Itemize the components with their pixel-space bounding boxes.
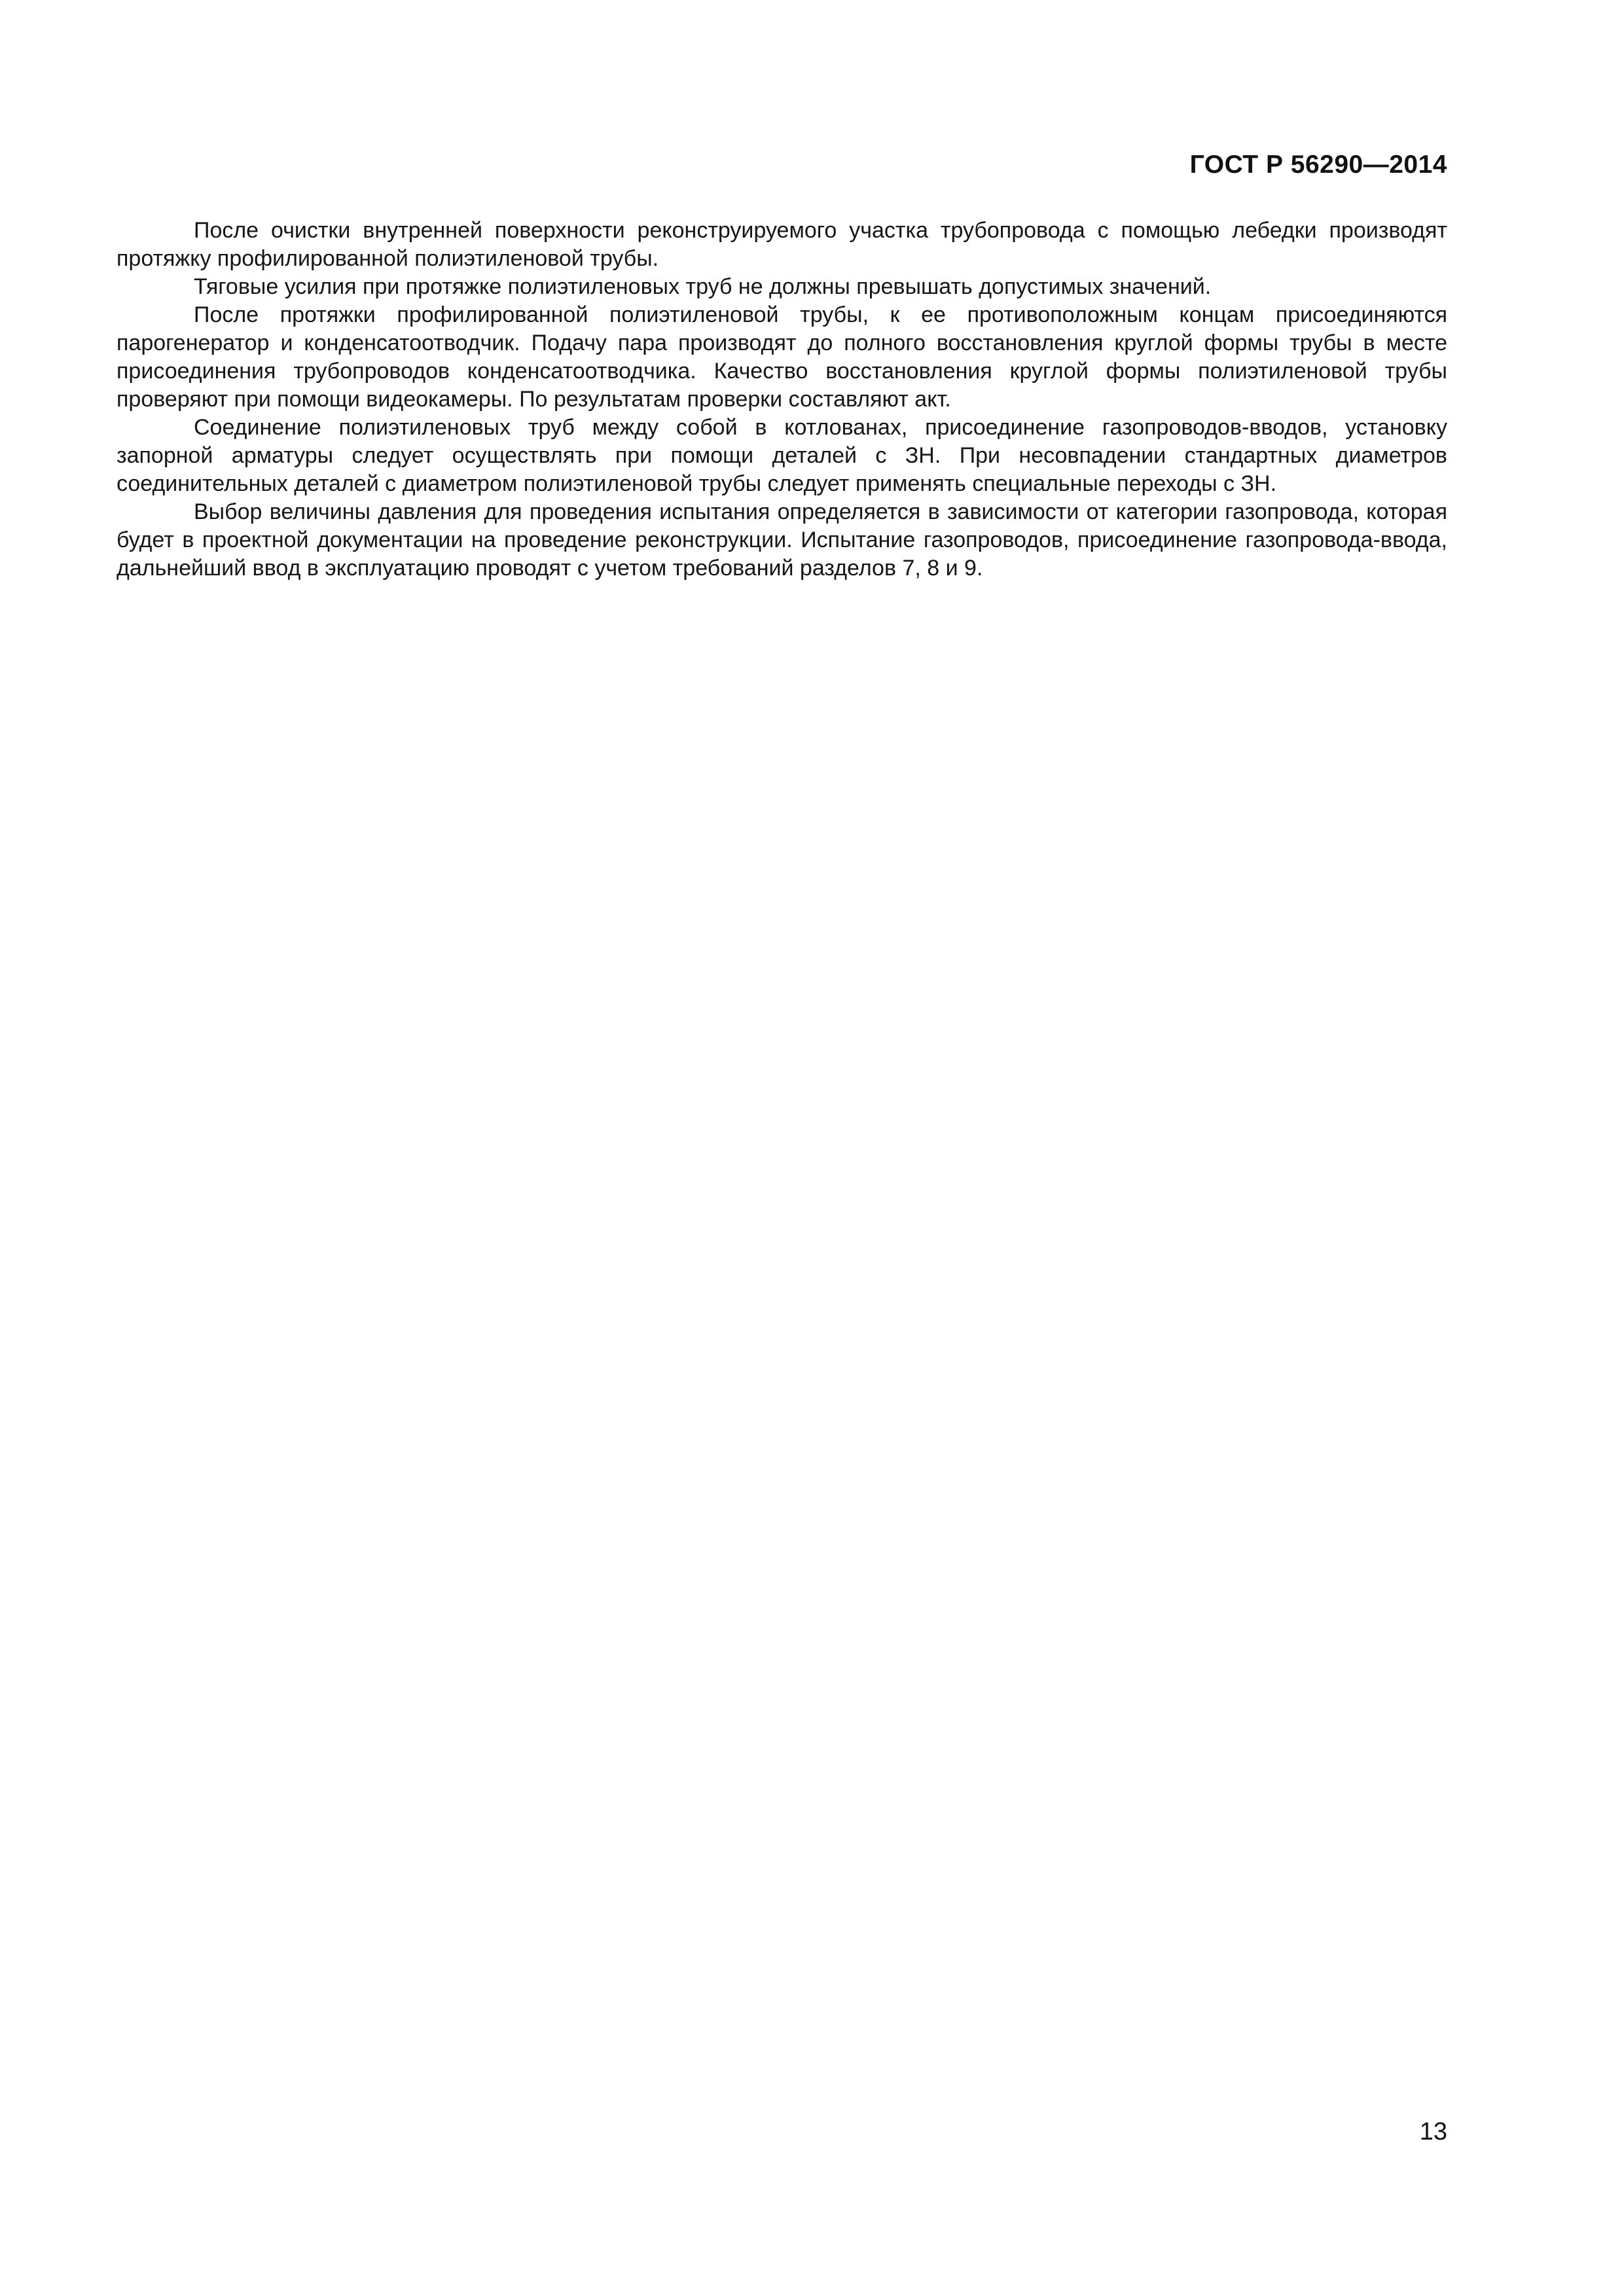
paragraph-traction-forces: Тяговые усилия при протяжке полиэтиленовых труб не должны превышать допустимых значений. [194,274,1212,299]
paragraph-shape-restoration: После протяжки профилированной полиэтиленовой трубы, к ее противоположным концам присоединяются парогенератор и конденсатоотводчик. Подачу пара производят до полного восстановления круглой формы трубы в месте присоединения трубопроводов конденсатоотводчика. Качество восстановления круглой формы полиэтиленовой трубы проверяют при помощи видеокамеры. По результатам проверки составляют акт. [117,302,1447,412]
page-number: 13 [1419,2118,1447,2145]
body-text [117,217,1447,583]
paragraph-pressure-testing: Выбор величины давления для проведения испытания определяется в зависимости от категории газопровода, которая будет в проектной документации на проведение реконструкции. Испытание газопроводов, присоединение газопровода-ввода, дальнейший ввод в эксплуатацию проводят с учетом требований разделов 7, 8 и 9. [117,499,1447,581]
document-code-header: ГОСТ Р 56290—2014 [1189,151,1447,179]
paragraph-cleaning-and-pulling: После очистки внутренней поверхности реконструируемого участка трубопровода с помощью лебедки производят протяжку профилированной полиэтиленовой трубы. [117,218,1447,271]
paragraph-pipe-connections: Соединение полиэтиленовых труб между собой в котлованах, присоединение газопроводов-вводов, установку запорной арматуры следует осуществлять при помощи деталей с ЗН. При несовпадении стандартных диаметров соединительных деталей с диаметром полиэтиленовой трубы следует применять специальные переходы с ЗН. [117,415,1447,496]
